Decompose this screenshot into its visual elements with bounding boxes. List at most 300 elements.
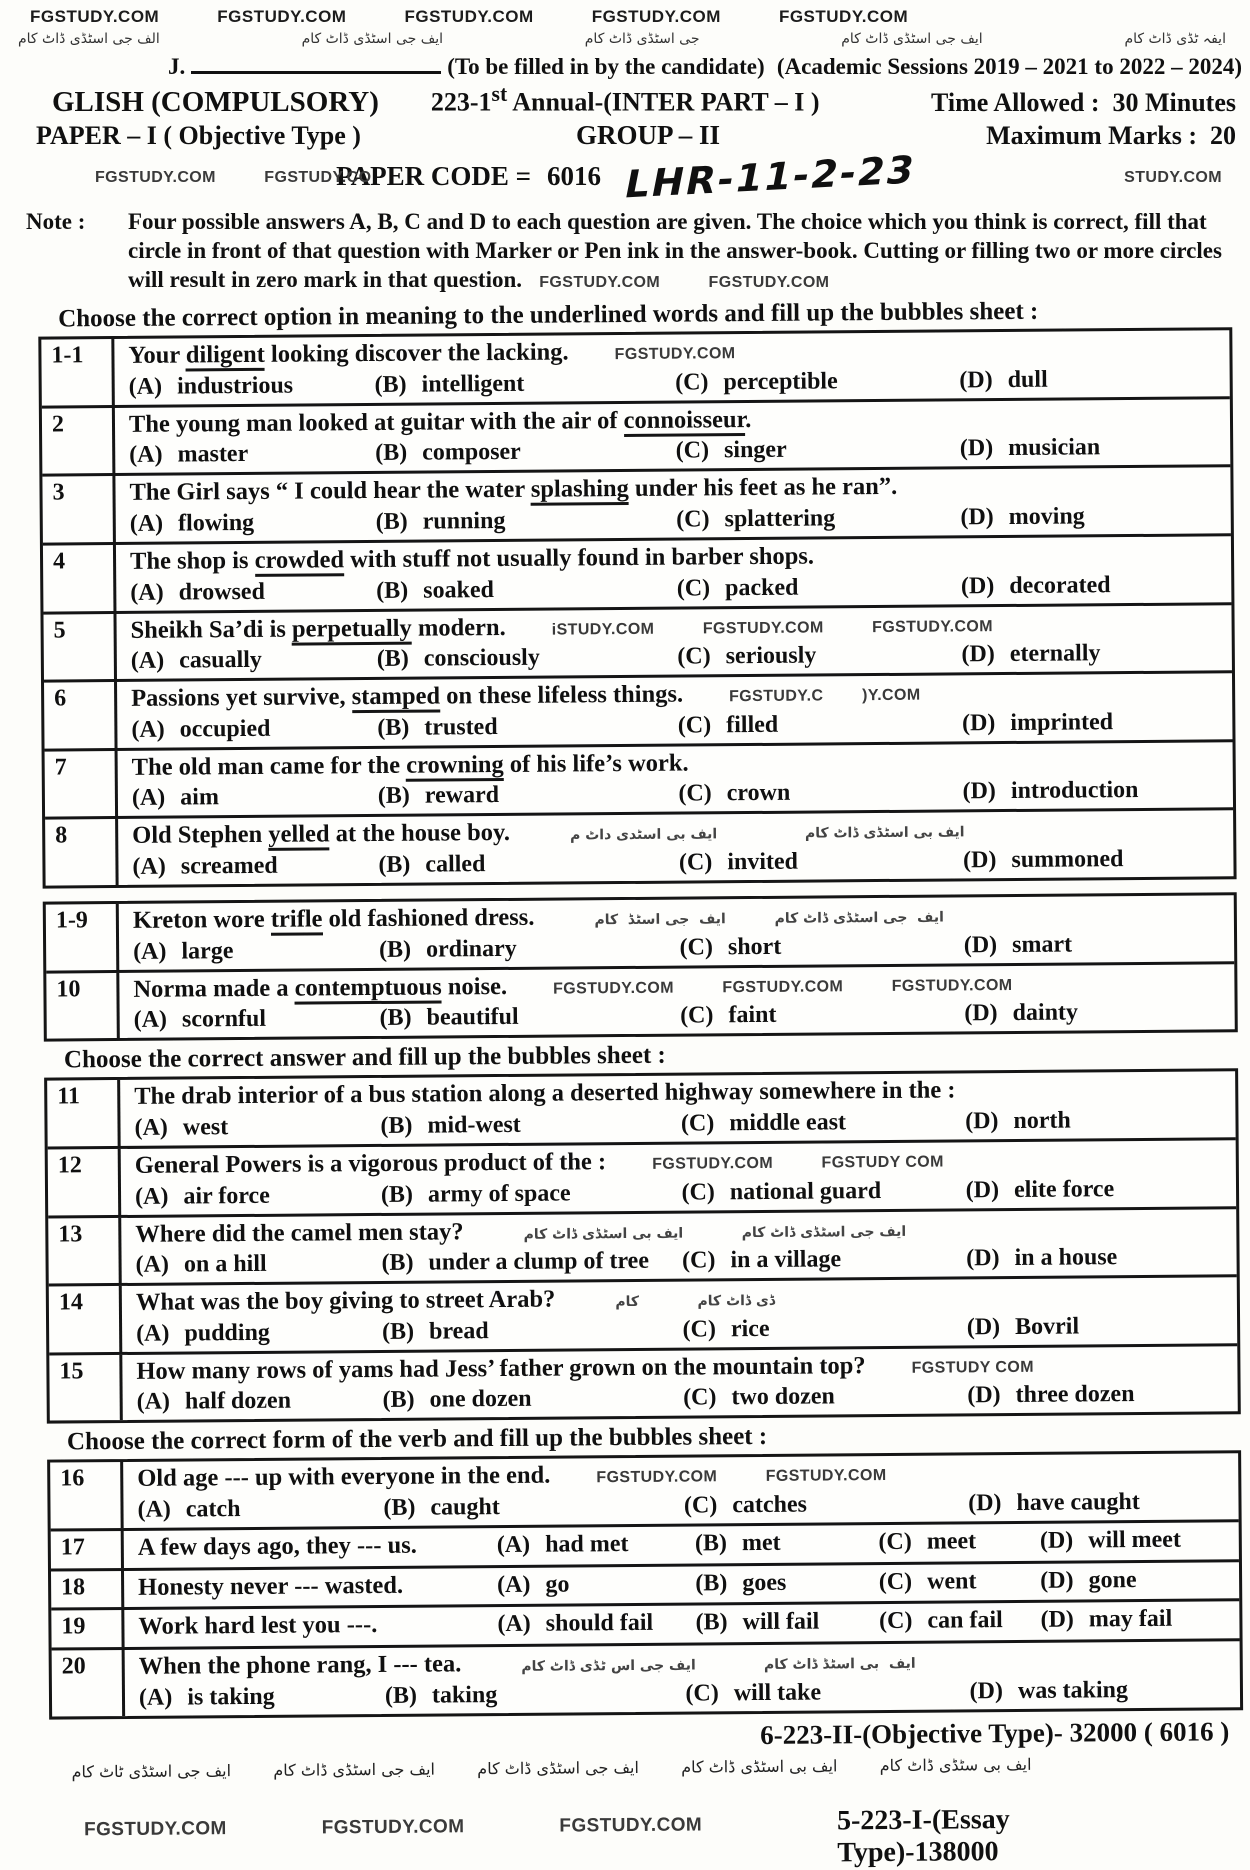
option-text: will fail [742,1609,820,1636]
question-number: 16 [50,1463,124,1529]
fgstudy-watermark: FGSTUDY.COM FGSTUDY COM [652,1153,944,1173]
option-text: moving [1008,503,1085,531]
option [967,1312,1230,1341]
option [676,436,960,465]
option-text: composer [422,439,521,467]
option-label: (B) [375,508,408,536]
option [695,1527,879,1558]
option-label: (B) [381,1250,414,1277]
option-label: (C) [678,849,713,876]
option-label: (A) [131,785,166,812]
option [131,646,377,675]
option [680,1001,964,1030]
note-label: Note : [26,208,86,234]
option [378,850,679,879]
question-number: 8 [45,820,119,886]
option [383,1493,684,1522]
option-text: will take [733,1679,822,1706]
option-text: consciously [423,645,540,672]
question-text-pre: The drab interior of a bus station along a deserted highway somewhere in the : [134,1076,956,1111]
option [964,999,1227,1028]
option-text: pudding [184,1319,270,1347]
option-text: called [425,851,486,878]
option-text: crown [726,780,791,807]
option-text: one dozen [429,1386,532,1414]
question-text-pre: How many rows of yams had Jess’ father grown on the mountain top? [136,1352,866,1385]
option [137,1495,383,1524]
option-label: (A) [129,442,163,469]
option [382,1385,683,1414]
question-line [138,1525,1231,1564]
question-text-pre: When the phone rang, I --- tea. [138,1650,462,1681]
question-text [138,1610,483,1643]
option [379,934,680,963]
option-text: splattering [724,505,836,533]
option-label: (A) [136,1320,170,1347]
question-body [115,468,1230,542]
option-text: filled [726,711,779,739]
option-label: (A) [128,373,163,400]
question-number: 7 [45,751,119,817]
options-row [137,1381,1230,1417]
option-text: on a hill [183,1251,267,1278]
option-label: (D) [969,1677,1004,1705]
option [376,575,677,604]
underlined-word: trifle [271,906,323,936]
option-label: (C) [680,1110,715,1137]
option [879,1605,1041,1636]
urdu-watermark: ایف بی اسٹڈی ڈاٹ کام ایف بی اسٹدی داٹ م [569,824,965,845]
option-label: (D) [961,710,996,737]
option-label: (B) [381,1318,415,1345]
option-text: mid-west [427,1111,521,1139]
option [375,369,676,398]
section [6,1033,1250,1425]
section-heading: Choose the correct form of the verb and fill up the bubbles sheet : [66,1423,768,1457]
option-text: screamed [180,853,278,880]
urdu-watermark: ایف جی اسٹڈی ٹاٹ کام [71,1760,232,1782]
handwritten-annotation: LHR-11-2-23 [621,147,920,207]
time-allowed-label: Time Allowed : [930,87,1100,117]
question-row [46,896,1235,974]
fgstudy-watermark: FGSTUDY.COM [30,7,160,26]
paper-line [0,119,1250,151]
option-label: (B) [695,1609,728,1637]
question-text [136,1285,556,1319]
urdu-watermark: ایف بی سٹڈی ڈاٹ کام [879,1754,1032,1775]
option-label: (D) [968,1490,1002,1517]
option-label: (B) [377,783,410,810]
option [677,642,961,671]
option-text: reward [424,782,500,810]
option [135,1182,381,1211]
option-text: can fail [927,1607,1003,1635]
question-body [118,742,1233,816]
academic-sessions: (Academic Sessions 2019 – 2021 to 2022 – 2024) [776,54,1242,79]
option-text: faint [728,1002,777,1029]
option [678,710,962,739]
option [970,1676,1233,1705]
urdu-watermark: ایف جی اسٹڈی ڈاٹ کام [477,1757,639,1778]
question-text [139,1649,462,1682]
bottom-watermark-row [12,1772,1250,1870]
option-text: army of space [427,1180,571,1208]
option [879,1566,1041,1597]
candidate-line [0,47,1250,80]
fgstudy-watermark: FGSTUDY.COM FGSTUDY.CO [95,168,372,186]
option-text: trusted [424,714,498,741]
question-text-pre: Honesty never --- wasted. [138,1571,404,1601]
question-body [119,896,1234,970]
option [130,578,376,607]
option-text: perceptible [723,368,838,396]
question-text [137,1461,550,1495]
option-text: Bovril [1014,1313,1080,1340]
option-text: flowing [177,510,255,537]
option-text: under a clump of tree [428,1248,650,1276]
question-text-pre: Where did the camel men stay? [135,1218,464,1248]
option-label: (D) [962,778,996,806]
option [961,640,1224,669]
question-number: 20 [52,1650,126,1716]
option [497,1608,695,1640]
underlined-word: diligent [186,341,265,372]
question-text-pre: Kreton wore [132,906,271,935]
question-row [43,536,1232,614]
option [129,372,375,401]
question-text-pre: The shop is [129,547,255,576]
options-row [135,1244,1228,1280]
objective-imprint: 6-223-II-(Objective Type)- 32000 ( 6016 ) [760,1716,1230,1750]
option [379,1003,680,1032]
exam-superscript: st [491,82,508,106]
time-allowed [931,88,1236,118]
options-row [130,502,1223,538]
option-text: eternally [1009,640,1101,668]
options-row [497,1525,1231,1561]
question-row [48,1209,1237,1287]
option [381,1179,682,1208]
question-text-post: of his life’s work. [503,749,689,778]
option-label: (D) [961,641,995,668]
question-number: 1-9 [46,904,120,970]
question-text [129,472,897,509]
urdu-watermark: الف جی اسٹڈی ڈاٹ کام [18,31,160,47]
question-text-pre: Sheikh Sa’di is [130,615,293,644]
option [377,644,678,673]
option-text: large [181,937,234,965]
option [136,1319,382,1348]
question-row [50,1454,1239,1532]
question-text [136,1351,865,1387]
question-text-pre: Norma made a [133,974,295,1003]
option-label: (C) [683,1492,718,1519]
option [960,502,1223,531]
option-text: goes [742,1569,787,1597]
question-text [131,680,683,715]
option [1040,1564,1231,1595]
option-text: went [927,1568,977,1595]
option [968,1489,1231,1518]
question-text-pre: General Powers is a vigorous product of the : [134,1148,607,1180]
question-text-pre: Old Stephen [132,821,269,850]
option-label: (B) [378,936,412,963]
option-text: will meet [1088,1526,1181,1554]
option-text: national guard [729,1177,882,1205]
note-text [128,207,1234,295]
urdu-watermark: ڈی ڈاٹ کام کام [615,1293,776,1311]
question-table [38,327,1236,888]
question-body [122,1346,1237,1420]
option [381,1248,682,1277]
option-text: invited [727,848,799,876]
options-row [136,1312,1229,1348]
option [377,713,678,742]
option-label: (C) [676,506,710,533]
option-label: (A) [497,1571,531,1598]
options-row [135,1175,1228,1211]
option-label: (D) [959,367,993,394]
fgstudy-watermark: FGSTUDY.COM [404,7,534,26]
option-label: (B) [377,714,410,741]
option [962,777,1225,806]
fgstudy-watermark: FGSTUDY.COM FGSTUDY.COM [539,274,830,292]
option-text: go [545,1571,570,1598]
option-text: west [182,1114,229,1141]
option [961,571,1224,600]
fill-note: (To be filled in by the candidate) [447,54,765,79]
question-text [128,338,568,372]
option-label: (D) [967,1382,1001,1409]
option [679,932,963,961]
option-label: (D) [1040,1607,1074,1634]
option-label: (B) [376,646,409,673]
option [382,1317,683,1346]
option-text: ordinary [425,935,517,963]
option-label: (D) [960,504,994,531]
underlined-word: crowded [255,546,345,577]
question-body [124,1562,1239,1607]
question-text-pre: A few days ago, they --- us. [137,1531,417,1562]
option-label: (D) [965,1108,999,1135]
question-text-post: with stuff not usually found in barber shops. [343,542,815,574]
option-label: (D) [966,1245,1000,1272]
urdu-watermark: ایف جی اسٹڈی ڈاٹ کام [273,1759,436,1780]
option-label: (D) [965,1176,1000,1204]
question-number: 19 [51,1610,124,1647]
option-label: (A) [133,1007,168,1034]
fgstudy-watermark: FGSTUDY.COM [559,1814,703,1837]
question-number: 3 [42,477,116,543]
option-label: (C) [682,1316,717,1343]
question-body [124,1602,1239,1647]
maximum-marks [986,121,1236,151]
option-label: (B) [379,1005,412,1032]
question-body [115,399,1230,473]
exam-pre: 223-1 [430,87,492,117]
fgstudy-watermark: FGSTUDY.C )Y.COM [729,687,921,706]
underlined-word: crowning [406,751,504,782]
question-text-pre: The young man looked at guitar with the air of [128,406,624,438]
note-body: Four possible answers A, B, C and D to each question are given. The choice which you think is correct, fill that circle in front of that question with Marker or Pen ink in the answer-book. Cutting or filling two or more circles will result in zero mark in that question. [128,208,1222,293]
question-row [43,605,1232,683]
option-label: (B) [695,1570,728,1597]
option-label: (C) [878,1568,913,1595]
question-row [45,811,1233,886]
option-label: (C) [683,1384,717,1412]
option [132,852,378,881]
option-text: meet [926,1528,977,1555]
question-text-pre: The old man came for the [131,751,407,781]
paper-title: PAPER – I ( Objective Type ) [36,120,361,150]
paper-code-label: PAPER CODE = [336,161,532,192]
question-row [46,964,1234,1039]
option-text: bread [428,1318,489,1345]
urdu-watermark: ایف جی اسٹڈی ڈاٹ کام ایف بی اسٹڈی ڈاٹ کام [523,1223,907,1243]
question-text-post: under his feet as he ran”. [628,473,898,503]
option-text: packed [725,574,799,601]
option [682,1246,966,1275]
option [497,1568,695,1600]
option-label: (B) [383,1494,416,1522]
option [682,1314,966,1343]
option-text: drowsed [178,578,265,606]
option-label: (B) [694,1530,728,1557]
option-label: (C) [675,437,710,465]
option [385,1680,686,1709]
question-number: 4 [43,545,117,611]
question-line [138,1604,1231,1643]
fgstudy-watermark: FGSTUDY.COM [614,345,736,364]
option [960,434,1223,463]
option-text: casually [179,647,262,674]
option [380,1111,681,1140]
option [695,1607,879,1638]
question-text-post: modern. [411,613,506,642]
urdu-watermark: ایفہ ٹڈی ڈاٹ کام [1124,31,1226,47]
options-row [129,434,1222,470]
option-text: had met [545,1531,629,1558]
option-label: (B) [376,577,409,604]
option [131,715,377,744]
option-label: (A) [135,1252,170,1279]
question-number: 18 [51,1571,124,1608]
question-text [132,819,510,853]
question-text-pre: Passions yet survive, [131,683,352,713]
option-label: (A) [130,579,164,606]
option-text: introduction [1010,777,1139,805]
question-body [119,964,1234,1038]
option [878,1526,1040,1557]
question-number: 14 [49,1286,123,1352]
option [966,1175,1229,1204]
urdu-watermark: ایف بی اسٹڈ ڈاٹ کام ایف جی اس ٹڈی ڈاٹ کام [521,1655,916,1675]
option [966,1244,1229,1273]
paper-code-value: 6016 [547,161,602,192]
option-label: (A) [137,1496,171,1524]
question-text [138,1530,483,1563]
question-body [124,1522,1239,1567]
option [683,1383,967,1412]
option-text: may fail [1088,1606,1173,1633]
top-watermark-row [0,0,1250,27]
option-text: in a village [730,1246,842,1274]
question-body [121,1209,1236,1283]
question-text-post: noise. [441,972,508,1001]
question-number: 2 [42,408,116,474]
underlined-word: stamped [352,683,441,714]
option [681,1108,965,1137]
option-label: (A) [138,1684,173,1711]
option-text: two dozen [731,1384,835,1411]
question-row [45,742,1234,820]
option-label: (B) [375,440,408,467]
option-text: summoned [1011,846,1124,874]
option-label: (A) [496,1532,531,1559]
options-row [134,1106,1227,1142]
question-number: 12 [48,1149,122,1215]
option-text: intelligent [421,370,525,398]
underlined-word: connoisseur [623,406,745,437]
option-text: met [741,1530,781,1557]
option [962,708,1225,737]
question-text [132,749,689,784]
question-body [118,811,1233,885]
option-text: catch [185,1496,241,1523]
option [681,1177,965,1206]
option [684,1491,968,1520]
option-text: rice [730,1315,770,1343]
question-line [138,1564,1231,1603]
option-label: (C) [685,1680,719,1707]
option [133,937,379,966]
question-text-post: on these lifeless things. [440,680,684,710]
fgstudy-watermark: FGSTUDY.COM [778,7,909,26]
option [132,784,378,813]
question-text-post: looking discover the lacking. [264,338,569,369]
subject-line [0,80,1250,119]
option-text: is taking [187,1683,275,1711]
paper-code-line [0,147,1250,207]
question-number: 17 [51,1531,124,1568]
fgstudy-watermark: FGSTUDY.COM FGSTUDY.COM [596,1467,887,1487]
option-label: (C) [677,643,711,670]
option-text: aim [180,784,220,812]
question-body [120,1072,1235,1146]
option [135,1250,381,1279]
question-number: 6 [44,682,118,748]
option-text: dull [1007,366,1048,393]
underlined-word: yelled [268,821,329,851]
option-label: (C) [680,1002,714,1030]
option-label: (C) [677,712,712,739]
question-body [116,536,1231,610]
option-text: in a house [1014,1244,1118,1272]
option-text: smart [1011,931,1073,958]
option-text: was taking [1017,1676,1129,1704]
option-text: beautiful [426,1004,519,1032]
options-row [497,1604,1231,1640]
candidate-name-blank [191,51,441,74]
option-label: (C) [878,1608,913,1635]
question-number: 11 [47,1081,121,1147]
underlined-word: contemptuous [295,973,442,1004]
question-text-post: old fashioned dress. [322,903,535,933]
top-urdu-watermark-row [0,27,1250,47]
option [965,1106,1228,1135]
question-text-pre: Your [128,341,186,370]
question-row [49,1346,1237,1421]
